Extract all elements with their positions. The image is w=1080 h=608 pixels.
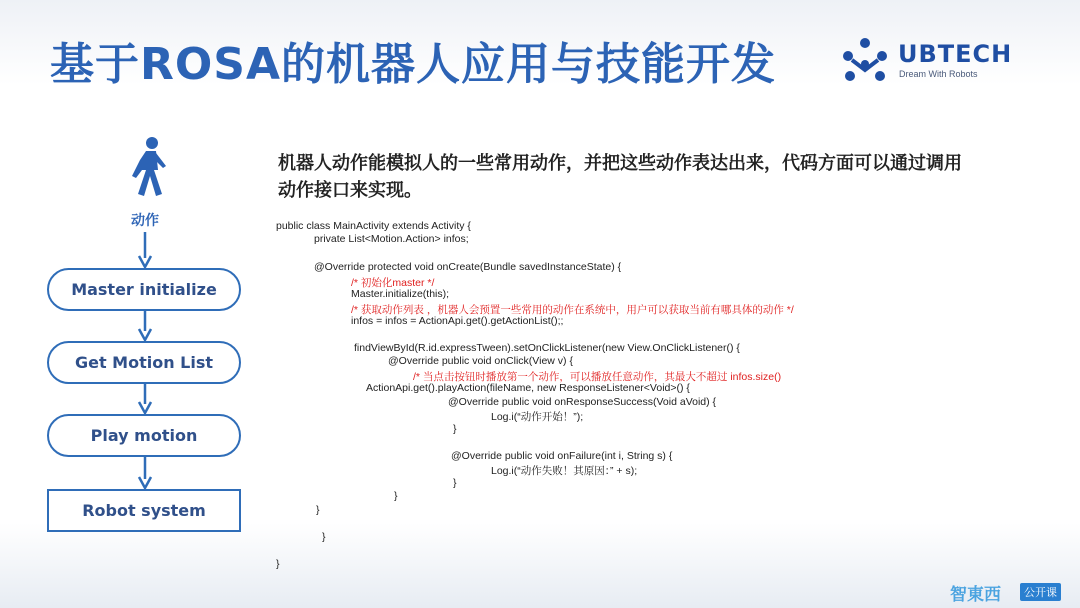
ubtech-logo-mark-icon (840, 36, 890, 86)
code-line: Log.i(“动作开始！”); (491, 411, 584, 423)
flow-step-get-motion-list: Get Motion List (47, 341, 241, 384)
watermark (950, 580, 1075, 604)
code-line: } (453, 423, 457, 435)
code-line: Master.initialize(this); (351, 288, 450, 300)
walking-person-icon (126, 136, 170, 200)
code-line: } (276, 558, 280, 570)
code-line: @Override public void onClick(View v) { (388, 355, 573, 367)
code-line: ActionApi.get().playAction(fileName, new ResponseListener<Void>() { (366, 382, 690, 394)
logo-tagline: Dream With Robots (899, 69, 978, 79)
code-line: } (316, 504, 320, 516)
code-line: } (322, 531, 326, 543)
code-line: Log.i(“动作失败！其原因：” + s); (491, 465, 638, 477)
flow-step-robot-system: Robot system (47, 489, 241, 532)
flow-arrow (137, 457, 153, 489)
flow-top-label: 动作 (131, 213, 159, 229)
code-line: public class MainActivity extends Activity { (276, 220, 471, 232)
code-comment: /* 初始化master */ (351, 277, 435, 289)
code-line: infos = infos = ActionApi.get().getActionList();; (351, 315, 564, 327)
code-line: @Override protected void onCreate(Bundle savedInstanceState) { (314, 261, 622, 273)
code-line: @Override public void onResponseSuccess(Void aVoid) { (448, 396, 717, 408)
page-title: 基于ROSA的机器人应用与技能开发 (50, 39, 777, 90)
code-comment: /* 当点击按钮时播放第一个动作，可以播放任意动作，其最大不超过 infos.size() (413, 371, 782, 383)
description-text: 机器人动作能模拟人的一些常用动作，并把这些动作表达出来，代码方面可以通过调用动作接口来实现。 (278, 153, 962, 201)
code-line: private List<Motion.Action> infos; (314, 233, 469, 245)
watermark-badge: 公开课 (1020, 583, 1061, 601)
flow-arrow (137, 311, 153, 341)
code-line: } (453, 477, 457, 489)
flow-step-master-initialize: Master initialize (47, 268, 241, 311)
code-line: } (394, 490, 398, 502)
flow-step-play-motion: Play motion (47, 414, 241, 457)
code-line: @Override public void onFailure(int i, String s) { (451, 450, 673, 462)
flow-arrow (137, 384, 153, 414)
ubtech-logo (840, 36, 1040, 86)
code-comment: /* 获取动作列表 ，机器人会预置一些常用的动作在系统中，用户可以获取当前有哪具体的动作 */ (351, 304, 794, 316)
flow-arrow (137, 232, 153, 268)
logo-name: UBTECH (898, 40, 1013, 68)
watermark-text: 智東西 (950, 585, 1001, 605)
code-line: findViewById(R.id.expressTween).setOnClickListener(new View.OnClickListener() { (354, 342, 740, 354)
